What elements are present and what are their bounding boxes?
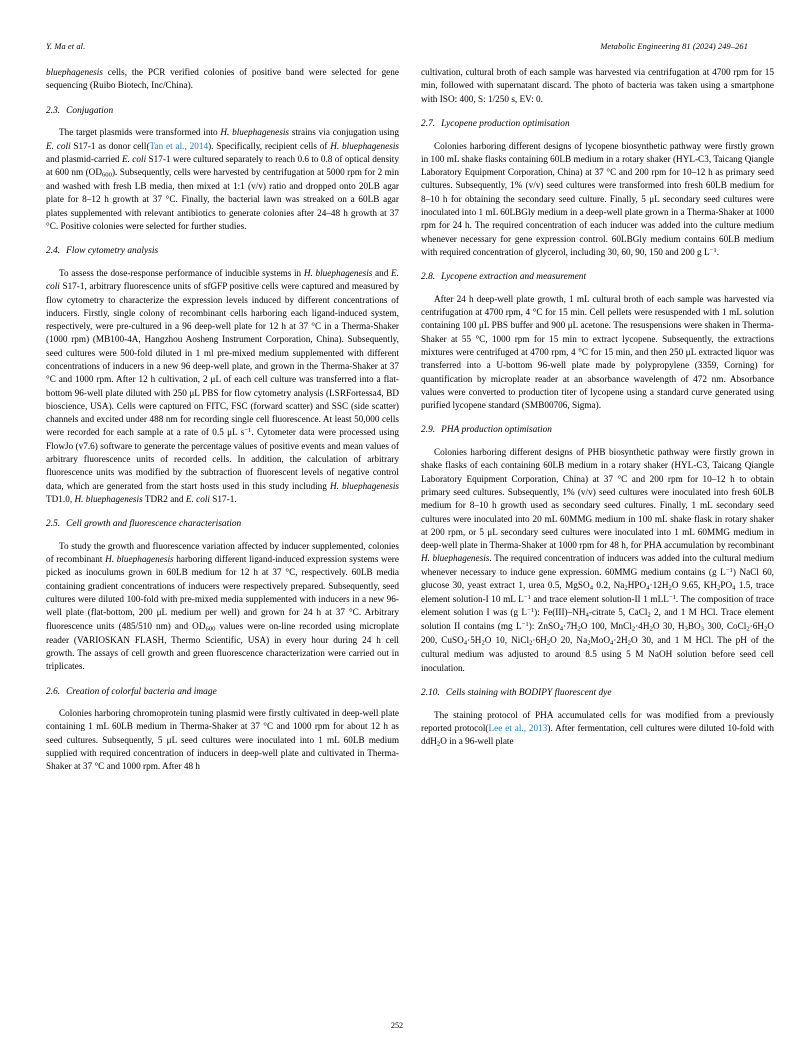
section-2-7-paragraph: Colonies harboring different designs of lycopene biosynthetic pathway were firstly grown in 100 mL shake flasks containing 60LB medium in a rotary shaker (HYL-C3, Taicang Qiangle Laboratory Equipment Corporation, China) at 37 °C and 200 rpm for 10–12 h as primary seed cultures. Subsequently, 1% (v/v) seed cultures were transformed into fresh 60LB medium for 8–10 h for obtaining the secondary seed culture. Finally, 5 μL secondary seed cultures were inoculated into 1 mL 60LBGly medium in a deep-well plate grown in a Therma-Shaker at 1000 rpm for 24 h. The required concentration of each inducer was added into the culture medium whenever necessary for gene expression control. 60LBGly medium contains 60LB medium with required concentration of glycerol, including 30, 60, 90, 150 and 200 g $L^{-1}$.: [421, 140, 774, 257]
section-title: Cells staining with BODIPY fluorescent dye: [445, 687, 612, 698]
section-2-9-paragraph: Colonies harboring different designs of PHB biosynthetic pathway were firstly grown in shake flasks of each containing 60LB medium in a rotary shaker (HYL-C3, Taicang Qiangle Laboratory Equipment Corporation, China) at 37 °C and 200 rpm for 10–12 h to obtain primary seed cultures. Subsequently, 1% (v/v) seed cultures were inoculated into fresh 60LB medium for 8–10 h growth used as secondary seed cultures. Finally, 1 mL secondary seed cultures were inoculated into 20 mL 60MMG medium in 100 mL shake flask in rotary shaker at 200 rpm, or 5 μL secondary seed cultures were inoculated into 1 mL 60MMG medium in deep-well plate in Therma-Shaker at 1000 rpm for 48 h, for PHA accumulation by recombinant H. bluephagenesis. The required concentration of inducers was added into the cultural medium whenever necessary to induce gene expression. 60MMG medium contains (g $L^{-1}$) NaCl 60, glucose 30, yeast extract 1, urea 0.5, MgSO$_4$ 0.2, $Na_2HPO_4\cdot 12H_2O$ 9.65, $KH_2PO_4$ 1.5, trace element solution-I 10 mL $L^{-1}$ and trace element solution-II 1 mLL$^{-1}$. The composition of trace element solution I was (g $L^{-1}$): $Fe(III)-NH_4$-citrate 5, CaCl$_2$ 2, and 1 M HCl. Trace element solution II contains (mg $L^{-1}$): $ZnSO_4\cdot 7H_2O$ 100, $MnCl_2\cdot 4H_2O$ 30, $H_3BO_3$ 300, $CoCl_2\cdot 6H_2O$ 200, $CuSO_4\cdot 5H_2O$ 10, $NiCl_2\cdot 6H_2O$ 20, $Na_2MoO_4\cdot 2H_2O$ 30, and 1 M HCl. The pH of the cultural medium was adjusted to around 8.5 using 5 M NaOH solution before seed cell inoculation.: [421, 447, 775, 673]
section-number: 2.8.: [421, 272, 436, 283]
section-title: Lycopene production optimisation: [441, 118, 570, 129]
section-2-10-paragraph: The staining protocol of PHA accumulated cells for was modified from a previously reported protocol(Lee et al., 2013). After fermentation, cell cultures were diluted 10-fold with ddH$_2$O in a 96-well plate: [421, 709, 774, 748]
section-title: Conjugation: [66, 105, 114, 116]
section-title: Creation of colorful bacteria and image: [66, 686, 217, 697]
section-title: Lycopene extraction and measurement: [441, 272, 587, 283]
section-2-6-paragraph: Colonies harboring chromoprotein tuning plasmid were firstly cultivated in deep-well plate containing 1 mL 60LB medium in Therma-Shaker at 37 °C and 1000 rpm for about 12 h as seed cultures. Subsequently, 5 μL seed cultures were inoculated into 1 mL 60LB medium supplied with required concentration of inducers in deep-well plate and cultivated in Therma-Shaker at 37 °C and 1000 rpm. After 48 h: [46, 708, 399, 772]
section-heading-2-9: [421, 425, 774, 437]
citation-link-tan-2014[interactable]: Tan et al., 2014: [149, 140, 209, 151]
continued-paragraph-right: cultivation, cultural broth of each sample was harvested via centrifugation at 4700 rpm for 15 min, followed with supernatant discard. The photo of bacteria was taken using a smartphone with ISO: 400, S: 1/250 s, EV: 0.: [421, 67, 774, 104]
section-2-3-paragraph: The target plasmids were transformed into H. bluephagenesis strains via conjugation using E. coli S17-1 as donor cell(Tan et al., 2014). Specifically, recipient cells of H. bluephagenesis and plasmid-carried E. coli S17-1 were cultured separately to reach 0.6 to 0.8 of optical density at 600 nm $(OD_{600})$. Subsequently, cells were harvested by centrifugation at 5000 rpm for 2 min and washed with fresh LB media, then mixed at 1:1 (v/v) ratio and dropped onto 20LB agar plate for 8–12 h growth at 37 °C. Finally, the bacterial lawn was streaked on a 60LB agar plates supplemented with relevant antibiotics to generate colonies after 24–48 h growth at 37 °C. Positive colonies were selected for further studies.: [46, 127, 399, 231]
right-column: [421, 66, 774, 1000]
section-number: 2.5.: [46, 519, 61, 530]
page-number: 252: [390, 1021, 404, 1030]
section-title: PHA production optimisation: [441, 425, 553, 436]
two-column-body: [46, 66, 775, 1000]
section-heading-2-6: [46, 687, 399, 699]
section-2-8-paragraph: After 24 h deep-well plate growth, 1 mL cultural broth of each sample was harvested via centrifugation at 4700 rpm, 4 °C for 15 min. Cell pellets were resuspended with 1 mL solution containing 100 μL PBS buffer and 900 μL acetone. The resuspensions were shaken in Therma-Shaker at 55 °C, 1000 rpm for 15 min to extract lycopene. Subsequently, the extractions mixtures were centrifuged at 4700 rpm, 4 °C for 15 min, and then 250 μL extracted liquor was transferred into a U-bottom 96-well plate made by polypropylene (3359, Corning) for quantification by microplate reader at an absorbance wavelength of 472 nm. Absorbance values were converted to production titer of lycopene using a standard curve generated using purified lycopene standard (SMB00706, Sigma).: [421, 293, 774, 411]
running-head-journal: Metabolic Engineering 81 (2024) 249–261: [600, 42, 748, 51]
section-2-5-paragraph: To study the growth and fluorescence variation affected by inducer supplemented, colonies of recombinant H. bluephagenesis harboring different ligand-induced expression systems were picked as inoculums grown in 60LB medium for 12 h at 37 °C, respectively. 60LB media containing gradient concentrations of inducers were respectively prepared. Subsequently, seed cultures were diluted 100-fold with pre-mixed media supplemented with inducers in a new 96-well plate (flat-bottom, 200 μL medium per well) and grown for 24 h at 37 °C. Arbitrary fluorescence units (485/510 nm) and $OD_{600}$ values were on-line recorded using microplate reader (VARIOSKAN FLASH, Thermo Scientific, USA) in every hour during 24 h cell growth. The assays of cell growth and green fluorescence characterization were carried out in triplicates.: [46, 540, 399, 672]
section-heading-2-8: [421, 272, 774, 284]
section-heading-2-10: [421, 688, 774, 700]
section-number: 2.9.: [421, 425, 436, 436]
section-number: 2.7.: [421, 118, 436, 129]
running-head: [46, 42, 748, 56]
section-number: 2.3.: [46, 105, 61, 116]
section-number: 2.6.: [46, 686, 61, 697]
section-heading-2-5: [46, 519, 399, 531]
running-head-authors: Y. Ma et al.: [46, 42, 86, 51]
section-heading-2-7: [421, 119, 774, 131]
section-number: 2.10.: [421, 687, 440, 698]
section-2-4-paragraph: To assess the dose-response performance of inducible systems in H. bluephagenesis and E. coli S17-1, arbitrary fluorescence units of sfGFP positive cells were captured and measured by flow cytometry to characterize the expression levels induced by different concentrations of inducers. Firstly, single colony of recombinant cells harboring each ligand-induced system, respectively, were pre-cultured in a 96 deep-well plate for 12 h at 37 °C in a Therma-Shaker (1000 rpm) (MB100-4A, Hangzhou Aosheng Instrument Corporation, China). Subsequently, seed cultures were 500-fold diluted in 1 ml pre-mixed medium supplemented with different concentrations of inducers in a new 96 deep-well plate, and grown in the Therma-Shaker at 37 °C and 1000 rpm. After 12 h cultivation, 2 μL of each cell culture was transferred into a flat-bottom 96-well plate diluted with 250 μL PBS for flow cytometry analysis (LSRFortessa4, BD bioscience, USA). Cells were captured on FITC, FSC (forward scatter) and SSC (side scatter) channels and excited under 488 nm for recording single cell fluorescence. At least 50,000 cells were recorded for each sample at a rate of 0.5 μL $s^{-1}$. Cytometer data were processed using FlowJo (v7.6) software to generate the percentage values of positive events and mean values of arbitrary fluorescence units of recorded cells. In addition, the calculation of arbitrary fluorescence units was modified by the subtraction of fluorescent levels of negative control data, which are generated from the start hosts used in this study including H. bluephagenesis TD1.0, H. bluephagenesis TDR2 and E. coli S17-1.: [46, 267, 399, 504]
citation-link-lee-2013[interactable]: Lee et al., 2013: [488, 722, 548, 733]
section-title: Flow cytometry analysis: [66, 246, 159, 257]
section-title: Cell growth and fluorescence characterisation: [66, 519, 242, 530]
continued-paragraph-left: bluephagenesis cells, the PCR verified colonies of positive band were selected for gene sequencing (Ruibo Biotech, Inc/China).: [46, 67, 399, 91]
section-number: 2.4.: [46, 246, 61, 257]
section-heading-2-3: [46, 106, 399, 118]
left-column: [46, 66, 399, 1000]
section-heading-2-4: [46, 246, 399, 258]
